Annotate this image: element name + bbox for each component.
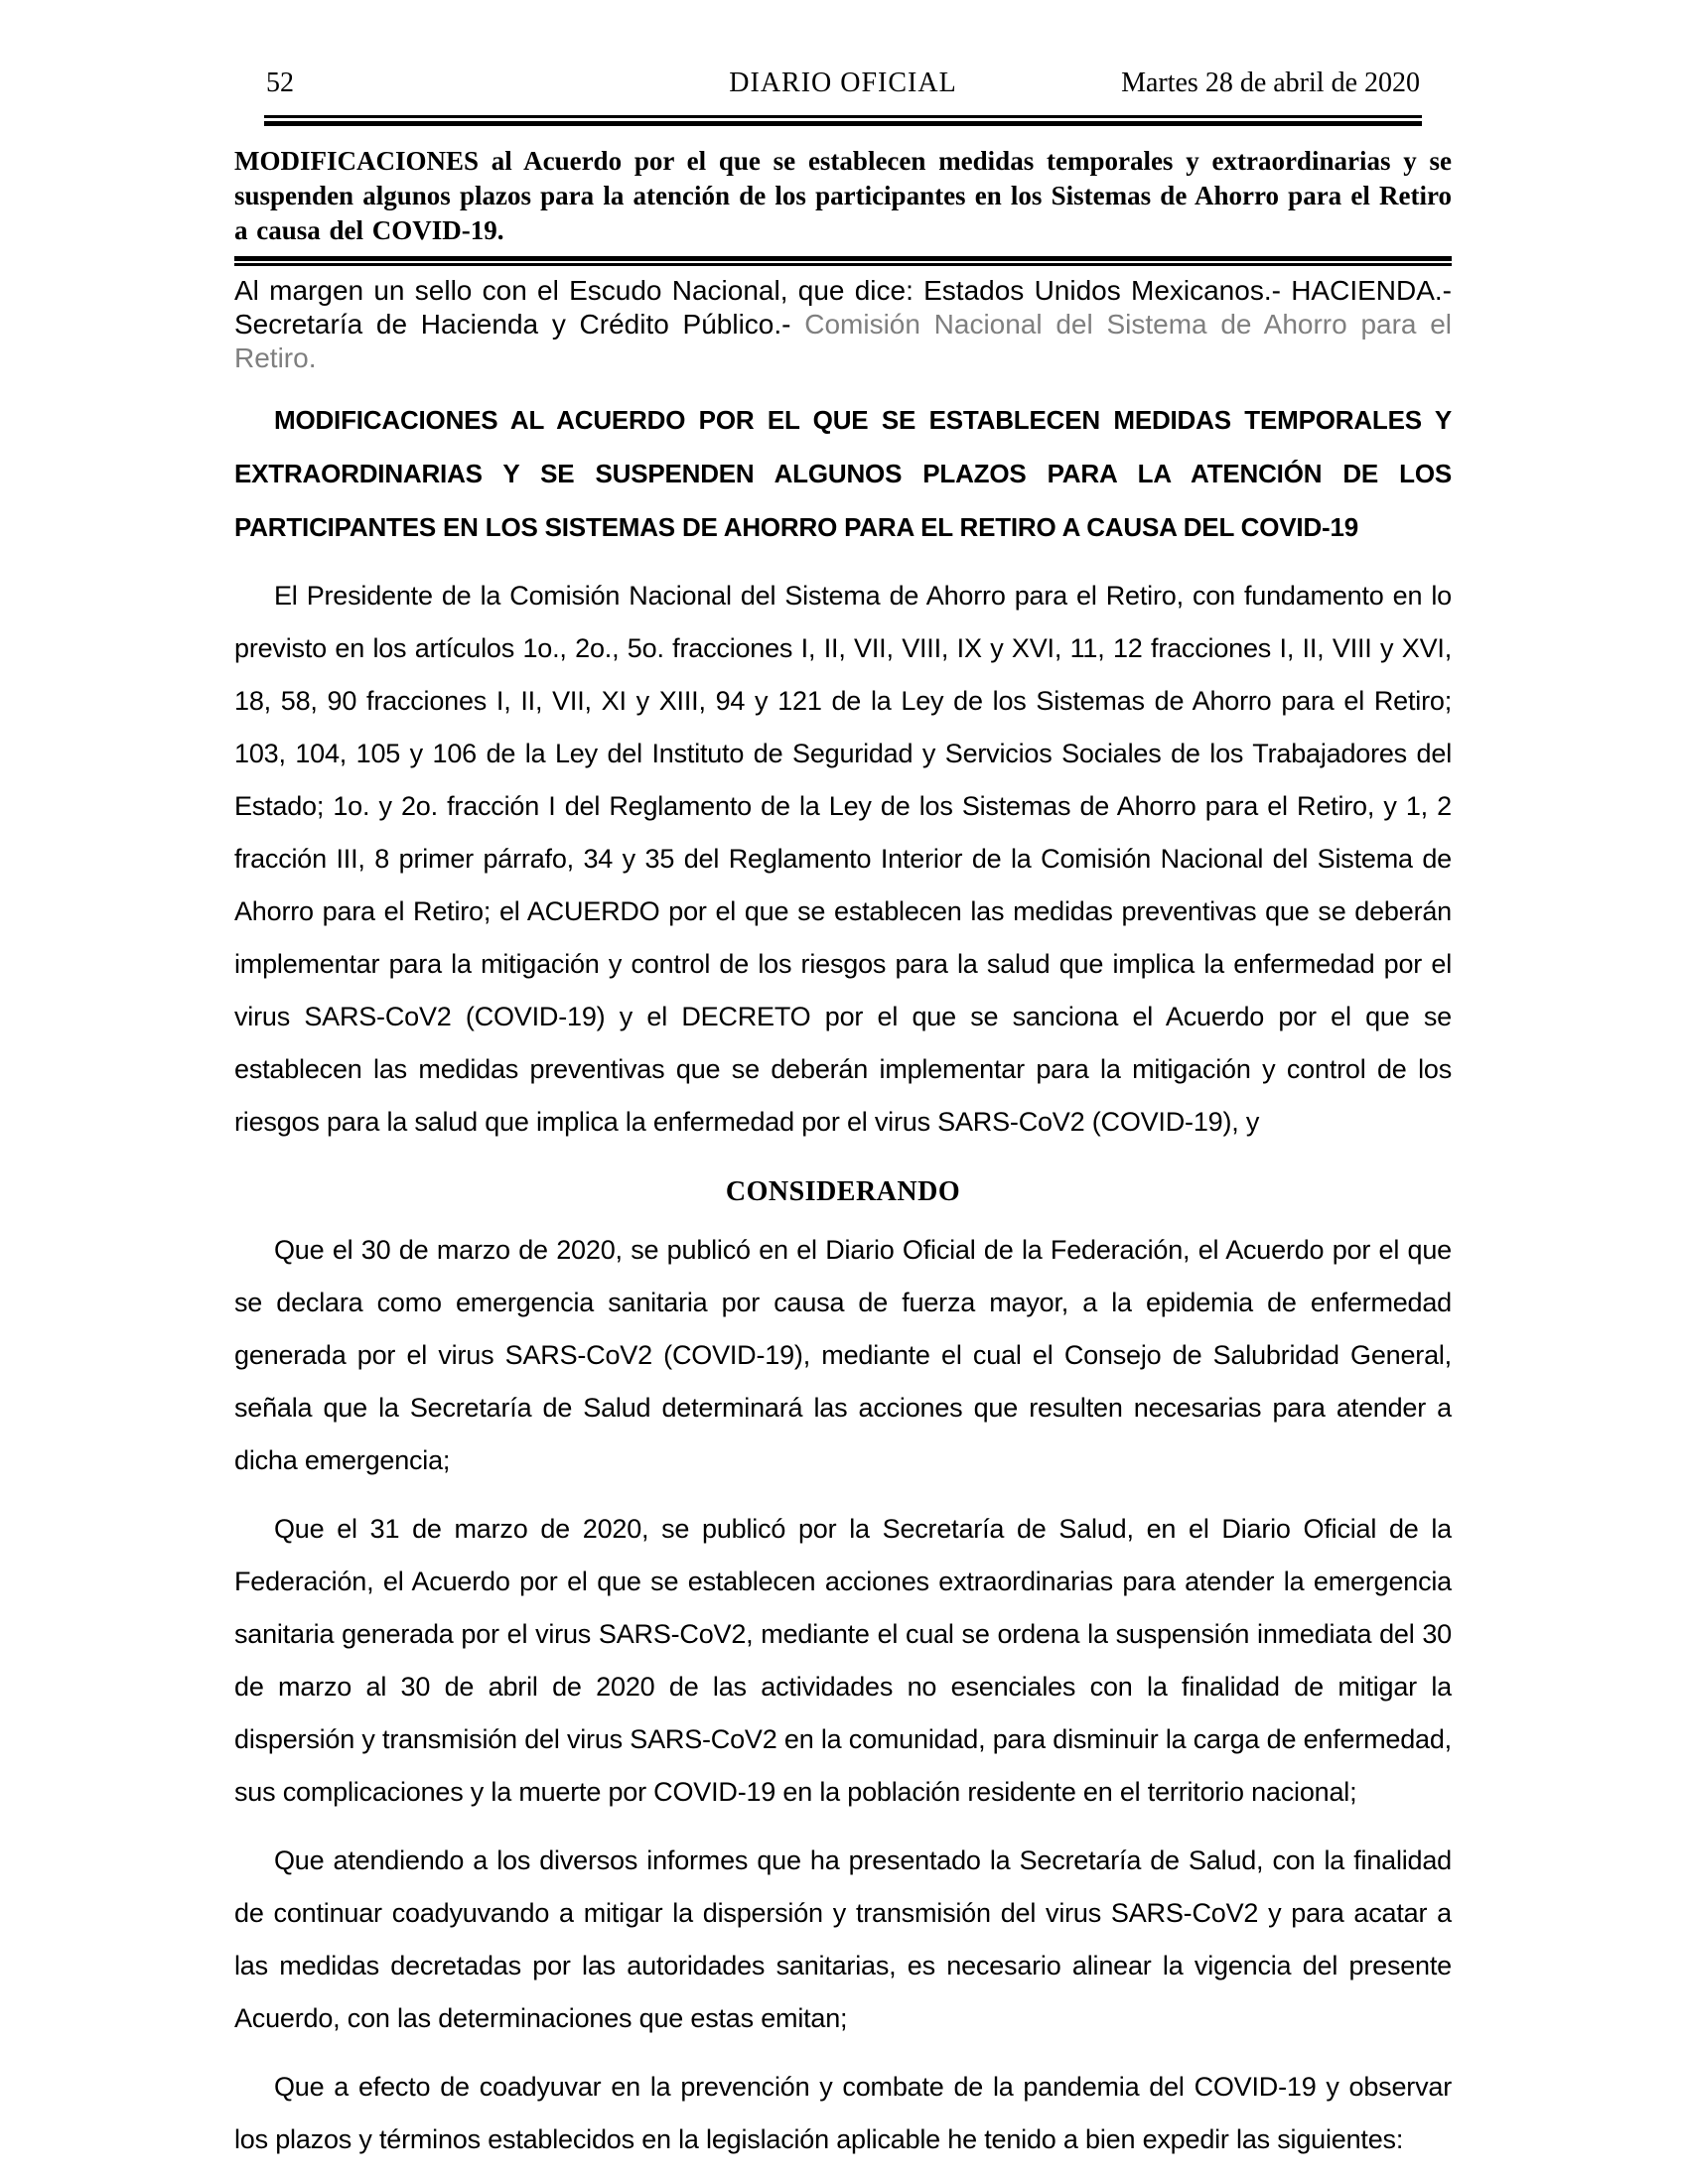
title-divider-rule (234, 256, 1452, 266)
decree-heading: MODIFICACIONES AL ACUERDO POR EL QUE SE ESTABLECEN MEDIDAS TEMPORALES Y EXTRAORDINARIAS Y SE SUSPENDEN ALGUNOS PLAZOS PARA LA ATENCIÓN DE LOS PARTICIPANTES EN LOS SISTEMAS DE AHORRO PARA EL RETIRO A CAUSA DEL COVID-19 (234, 405, 1452, 542)
margin-note-issuer: Comisión Nacional del Sistema de Ahorro para el Retiro. (234, 309, 1453, 373)
running-head (234, 66, 1452, 101)
publication-title: DIARIO OFICIAL (729, 68, 957, 98)
considerando-paragraph-3: Que atendiendo a los diversos informes que ha presentado la Secretaría de Salud, con la finalidad de continuar coadyuvando a mitigar la dispersión y transmisión del virus SARS-CoV2 y para acatar a las medidas decretadas por las autoridades sanitarias, es necesario alinear la vigencia del presente Acuerdo, con las determinaciones que estas emitan; (234, 1845, 1452, 2033)
considerando-heading: CONSIDERANDO (725, 1176, 961, 1207)
intro-paragraph: El Presidente de la Comisión Nacional del Sistema de Ahorro para el Retiro, con fundamento en lo previsto en los artículos 1o., 2o., 5o. fracciones I, II, VII, VIII, IX y XVI, 11, 12 fracciones I, II, VIII y XVI, 18, 58, 90 fracciones I, II, VII, XI y XIII, 94 y 121 de la Ley de los Sistemas de Ahorro para el Retiro; 103, 104, 105 y 106 de la Ley del Instituto de Seguridad y Servicios Sociales de los Trabajadores del Estado; 1o. y 2o. fracción I del Reglamento de la Ley de los Sistemas de Ahorro para el Retiro, y 1, 2 fracción III, 8 primer párrafo, 34 y 35 del Reglamento Interior de la Comisión Nacional del Sistema de Ahorro para el Retiro; el ACUERDO por el que se establecen las medidas preventivas que se deberán implementar para la mitigación y control de los riesgos para la salud que implica la enfermedad por el virus SARS-CoV2 (COVID-19) y el DECRETO por el que se sanciona el Acuerdo por el que se establecen las medidas preventivas que se deberán implementar para la mitigación y control de los riesgos para la salud que implica la enfermedad por el virus SARS-CoV2 (COVID-19), y (234, 581, 1452, 1137)
document-title: MODIFICACIONES al Acuerdo por el que se establecen medidas temporales y extraordinarias y se suspenden algunos plazos para la atención de los participantes en los Sistemas de Ahorro para el Retiro a causa del COVID-19. (234, 146, 1452, 245)
considerando-paragraph-1: Que el 30 de marzo de 2020, se publicó en el Diario Oficial de la Federación, el Acuerdo por el que se declara como emergencia sanitaria por causa de fuerza mayor, a la epidemia de enfermedad generada por el virus SARS-CoV2 (COVID-19), mediante el cual el Consejo de Salubridad General, señala que la Secretaría de Salud determinará las acciones que resulten necesarias para atender a dicha emergencia; (234, 1235, 1452, 1475)
page-number: 52 (266, 68, 294, 98)
margin-note-main: Al margen un sello con el Escudo Nacional, que dice: Estados Unidos Mexicanos.- HACIENDA.- Secretaría de Hacienda y Crédito Público.- (234, 275, 1452, 340)
header-divider-rule (264, 115, 1422, 126)
considerando-paragraph-2: Que el 31 de marzo de 2020, se publicó por la Secretaría de Salud, en el Diario Oficial de la Federación, el Acuerdo por el que se establecen acciones extraordinarias para atender la emergencia sanitaria generada por el virus SARS-CoV2, mediante el cual se ordena la suspensión inmediata del 30 de marzo al 30 de abril de 2020 de las actividades no esenciales con la finalidad de mitigar la dispersión y transmisión del virus SARS-CoV2 en la comunidad, para disminuir la carga de enfermedad, sus complicaciones y la muerte por COVID-19 en la población residente en el territorio nacional; (234, 1514, 1452, 1807)
page-header (234, 66, 1452, 126)
margin-note (234, 274, 1452, 375)
considerando-paragraph-4: Que a efecto de coadyuvar en la prevención y combate de la pandemia del COVID-19 y observar los plazos y términos establecidos en la legislación aplicable he tenido a bien expedir las siguientes: (234, 2072, 1452, 2154)
header-date: Martes 28 de abril de 2020 (1121, 68, 1420, 98)
